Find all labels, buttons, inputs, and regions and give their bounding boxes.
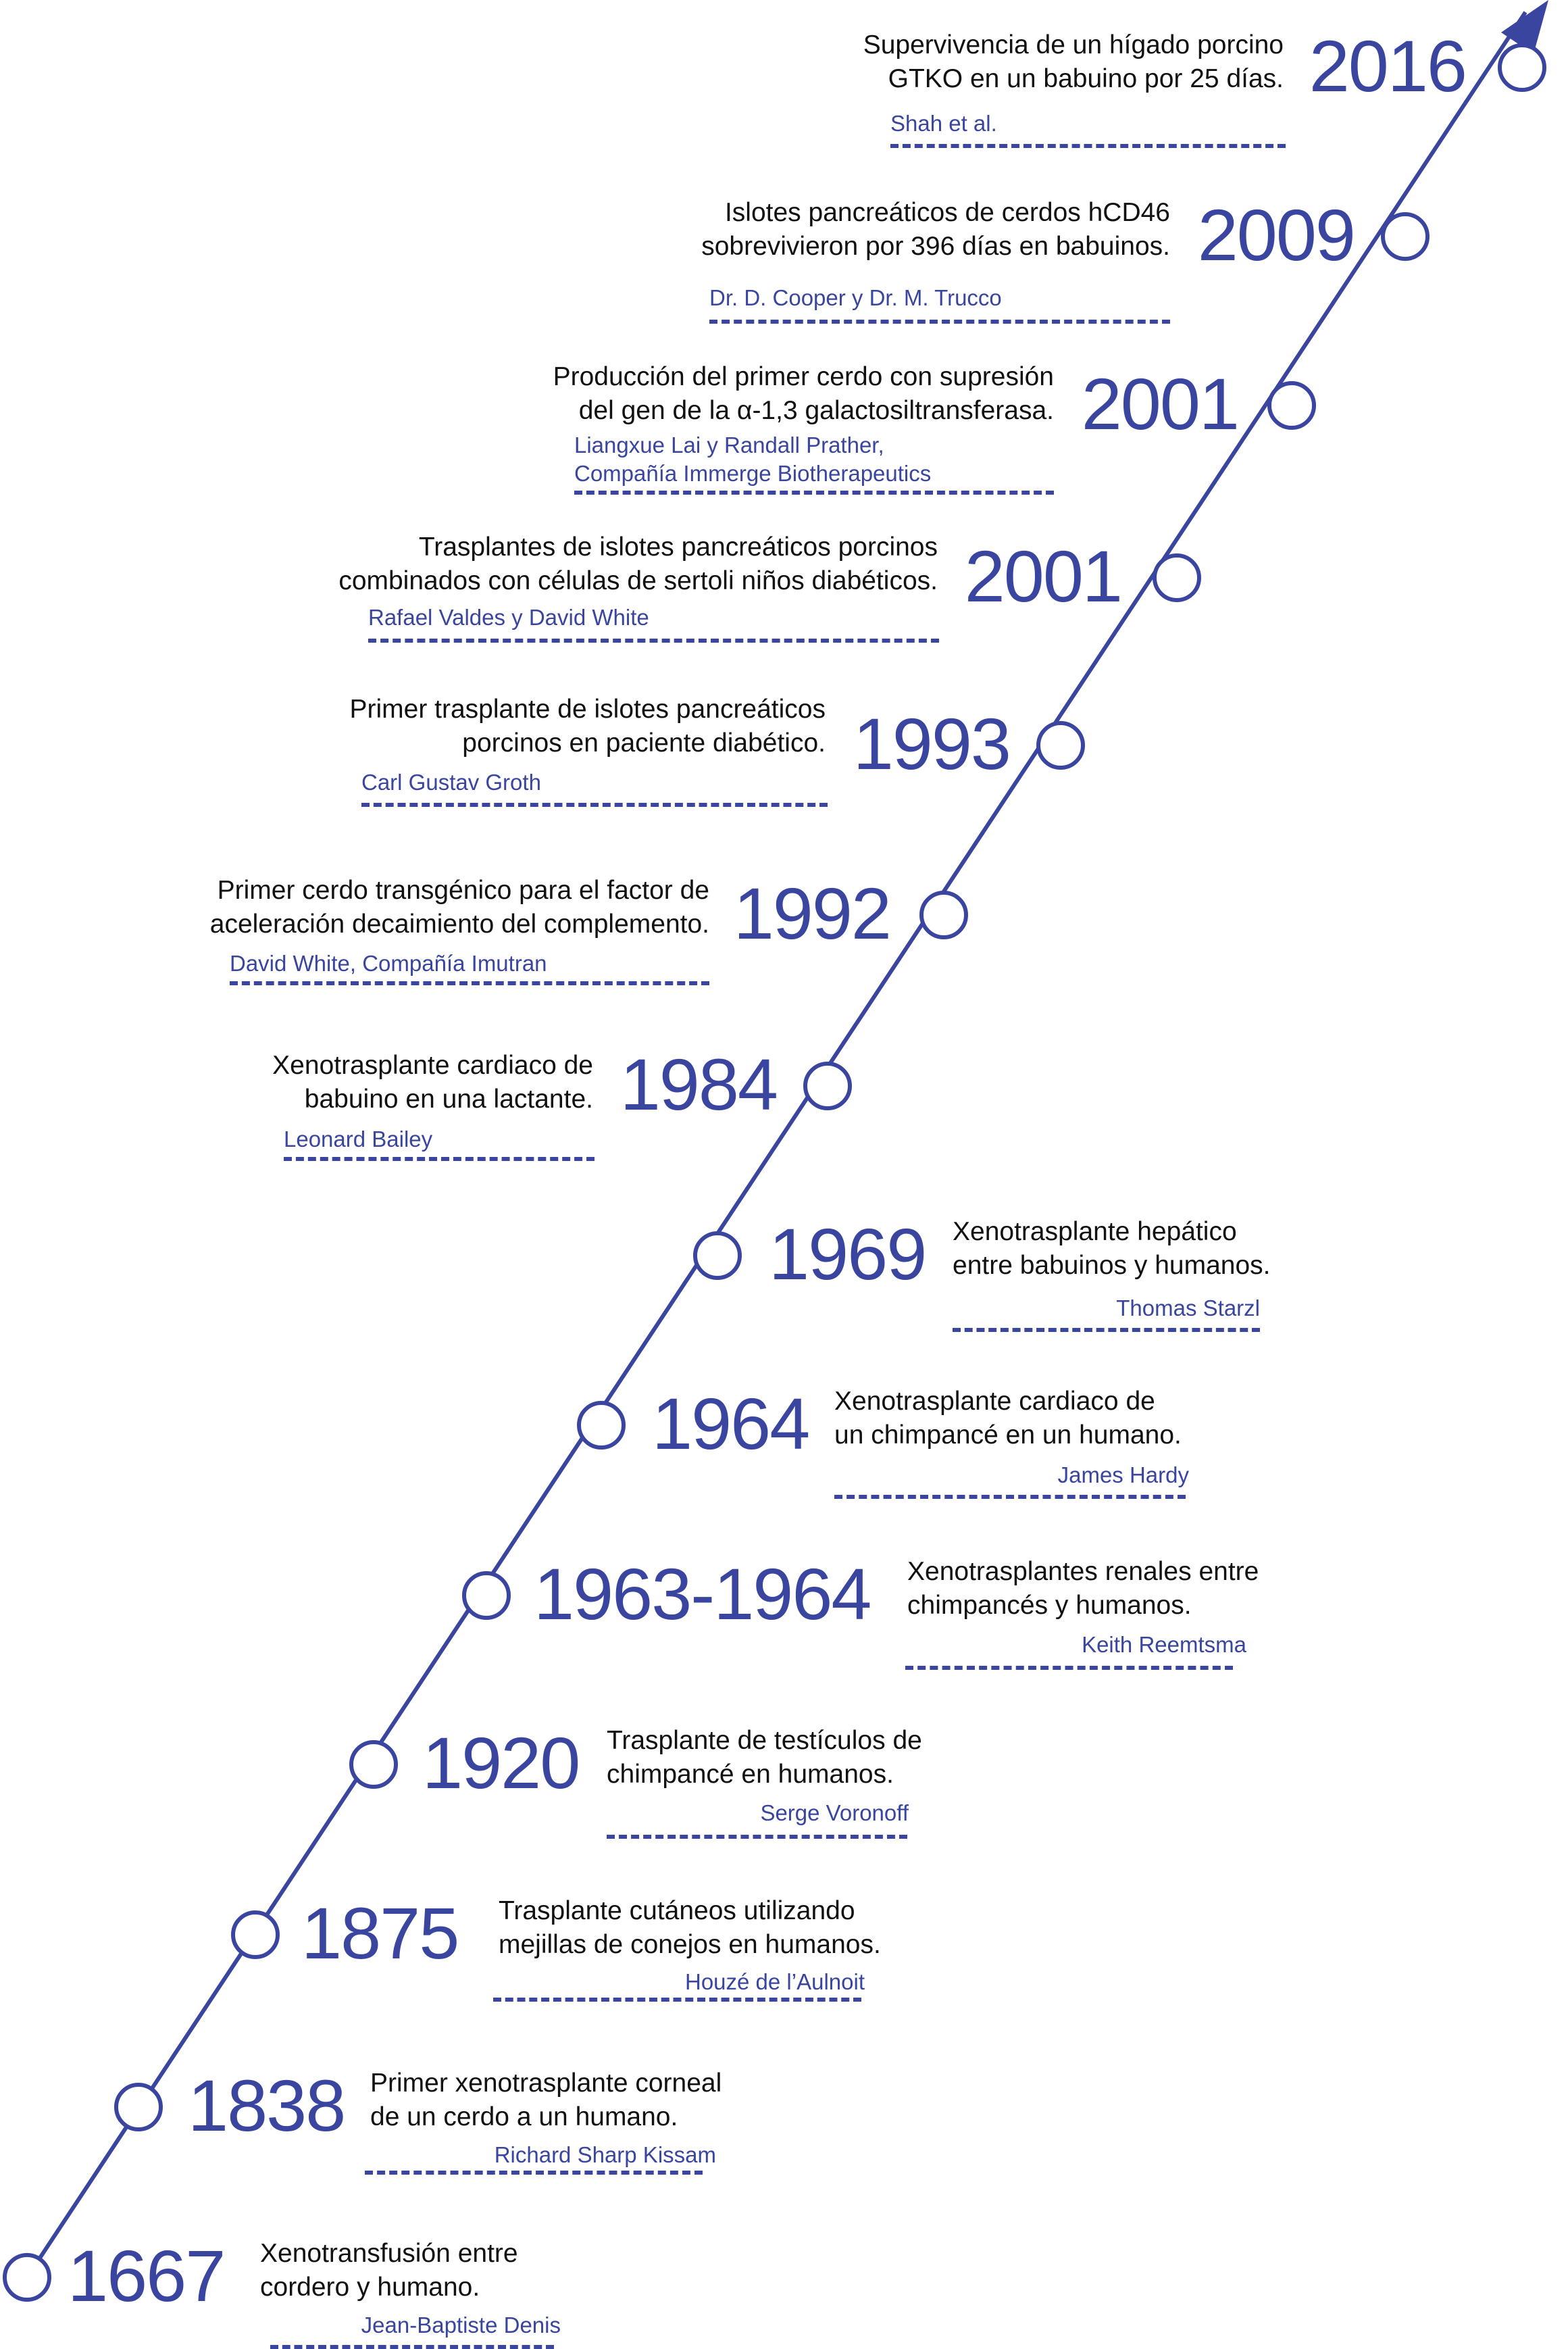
event-description-line: Islotes pancreáticos de cerdos hCD46: [724, 198, 1170, 227]
event-description-line: Primer cerdo transgénico para el factor de: [217, 876, 709, 905]
event-dashed-underline: [368, 639, 939, 643]
timeline-node: [695, 1233, 740, 1278]
event-description: [907, 1555, 1259, 1623]
event-description-line: del gen de la α-1,3 galactosiltransferasa.: [578, 396, 1054, 425]
event-researcher: [890, 109, 997, 138]
event-researcher: [574, 431, 931, 488]
event-description-line: combinados con células de sertoli niños diabéticos.: [338, 566, 938, 595]
event-year: 1992: [733, 872, 890, 954]
event-researcher: [284, 1125, 432, 1154]
event-description-line: chimpancé en humanos.: [607, 1760, 894, 1789]
event-researcher: [709, 284, 1002, 312]
event-description: [834, 1385, 1182, 1452]
event-year: 2016: [1309, 25, 1466, 107]
event-researcher-line: Jean-Baptiste Denis: [361, 2313, 561, 2338]
event-description: [350, 693, 826, 760]
event-researcher-line: Keith Reemtsma: [1082, 1632, 1246, 1657]
event-dashed-underline: [284, 1157, 595, 1161]
event-researcher-line: Rafael Valdes y David White: [368, 605, 649, 630]
timeline-node: [233, 1912, 278, 1957]
timeline-node: [1383, 214, 1427, 259]
timeline-node: [1269, 383, 1314, 428]
event-dashed-underline: [953, 1328, 1260, 1332]
event-description-line: Supervivencia de un hígado porcino: [863, 30, 1284, 59]
event-researcher-line: Compañía Immerge Biotherapeutics: [574, 461, 932, 486]
timeline-node: [805, 1064, 850, 1108]
event-description-line: mejillas de conejos en humanos.: [499, 1930, 881, 1959]
event-description-line: Trasplantes de islotes pancreáticos porcinos: [418, 533, 938, 562]
event-dashed-underline: [834, 1495, 1186, 1499]
event-description-line: Producción del primer cerdo con supresión: [553, 362, 1054, 391]
event-description: [499, 1894, 881, 1962]
event-description-line: Xenotrasplantes renales entre: [907, 1557, 1259, 1586]
timeline-node: [1038, 723, 1083, 768]
event-description-line: Trasplante cutáneos utilizando: [499, 1896, 855, 1925]
event-dashed-underline: [890, 144, 1286, 148]
event-description: [953, 1215, 1270, 1283]
event-researcher: [230, 949, 547, 978]
event-researcher-line: Carl Gustav Groth: [361, 770, 541, 795]
event-year: 1984: [619, 1043, 777, 1125]
event-year: 2009: [1197, 194, 1355, 276]
event-researcher: [405, 2141, 716, 2169]
event-description: [338, 530, 938, 598]
event-dashed-underline: [365, 2171, 703, 2175]
timeline-node: [1155, 555, 1199, 600]
event-dashed-underline: [270, 2345, 554, 2349]
event-description: [260, 2237, 518, 2304]
event-researcher-line: Thomas Starzl: [1116, 1295, 1260, 1320]
event-dashed-underline: [607, 1835, 907, 1839]
event-year: 1963-1964: [534, 1553, 871, 1635]
event-description: [863, 28, 1284, 96]
event-description-line: GTKO en un babuino por 25 días.: [888, 64, 1284, 93]
event-year: 1993: [853, 703, 1010, 785]
event-researcher: [1013, 1631, 1246, 1659]
event-description-line: Primer xenotrasplante corneal: [370, 2069, 722, 2098]
event-researcher-line: Serge Voronoff: [760, 1800, 909, 1825]
event-description-line: un chimpancé en un humano.: [834, 1420, 1182, 1450]
event-dashed-underline: [493, 1998, 861, 2002]
event-researcher: [676, 1799, 909, 1827]
event-researcher: [608, 1968, 865, 1996]
event-dashed-underline: [361, 803, 828, 807]
event-description: [210, 874, 709, 941]
event-description-line: cordero y humano.: [260, 2273, 480, 2302]
timeline-node: [921, 893, 966, 937]
event-researcher-line: Leonard Bailey: [284, 1127, 433, 1152]
event-dashed-underline: [905, 1666, 1233, 1670]
event-description-line: aceleración decaimiento del complemento.: [209, 910, 709, 939]
timeline-node: [116, 2085, 161, 2129]
event-description-line: Xenotrasplante cardiaco de: [834, 1387, 1155, 1416]
event-description-line: entre babuinos y humanos.: [953, 1251, 1271, 1280]
event-researcher-line: David White, Compañía Imutran: [230, 951, 547, 976]
event-description-line: Xenotransfusión entre: [260, 2239, 518, 2268]
event-description-line: babuino en una lactante.: [304, 1085, 593, 1114]
timeline-node: [579, 1403, 624, 1448]
event-researcher: [1013, 1461, 1189, 1489]
event-year: 1667: [68, 2235, 225, 2317]
timeline-node: [1500, 45, 1544, 90]
event-year: 2001: [1081, 363, 1238, 445]
event-researcher-line: Richard Sharp Kissam: [494, 2142, 716, 2167]
timeline-node: [464, 1573, 509, 1618]
event-year: 1875: [301, 1892, 459, 1974]
event-researcher: [270, 2311, 561, 2340]
event-year: 1920: [422, 1722, 580, 1804]
event-dashed-underline: [230, 981, 709, 985]
event-researcher: [1101, 1294, 1260, 1322]
event-researcher-line: Liangxue Lai y Randall Prather,: [574, 432, 884, 458]
event-year: 1969: [769, 1213, 926, 1295]
event-description-line: Primer trasplante de islotes pancreáticos: [349, 695, 826, 724]
event-researcher-line: Shah et al.: [890, 111, 997, 136]
event-description-line: chimpancés y humanos.: [907, 1591, 1192, 1620]
event-year: 1964: [652, 1383, 809, 1464]
event-description-line: Trasplante de testículos de: [607, 1726, 922, 1755]
event-dashed-underline: [574, 491, 1054, 495]
event-description-line: Xenotrasplante cardiaco de: [272, 1051, 593, 1080]
event-description-line: porcinos en paciente diabético.: [462, 728, 826, 758]
event-year: 2001: [964, 535, 1121, 617]
event-researcher-line: Houzé de l’Aulnoit: [685, 1969, 865, 1994]
event-description: [553, 360, 1054, 428]
timeline-node: [351, 1742, 396, 1787]
event-researcher: [368, 603, 649, 632]
event-year: 1838: [188, 2064, 345, 2146]
event-description: [607, 1724, 922, 1791]
event-dashed-underline: [709, 320, 1170, 324]
event-researcher-line: Dr. D. Cooper y Dr. M. Trucco: [709, 285, 1002, 310]
event-description-line: de un cerdo a un humano.: [370, 2102, 678, 2131]
event-researcher: [361, 768, 541, 797]
timeline-node: [5, 2255, 49, 2300]
event-researcher-line: James Hardy: [1057, 1462, 1189, 1487]
event-description-line: sobrevivieron por 396 días en babuinos.: [701, 232, 1170, 261]
event-description-line: Xenotrasplante hepático: [953, 1217, 1237, 1246]
event-description: [272, 1049, 593, 1116]
event-description: [701, 196, 1170, 264]
event-description: [370, 2067, 722, 2134]
